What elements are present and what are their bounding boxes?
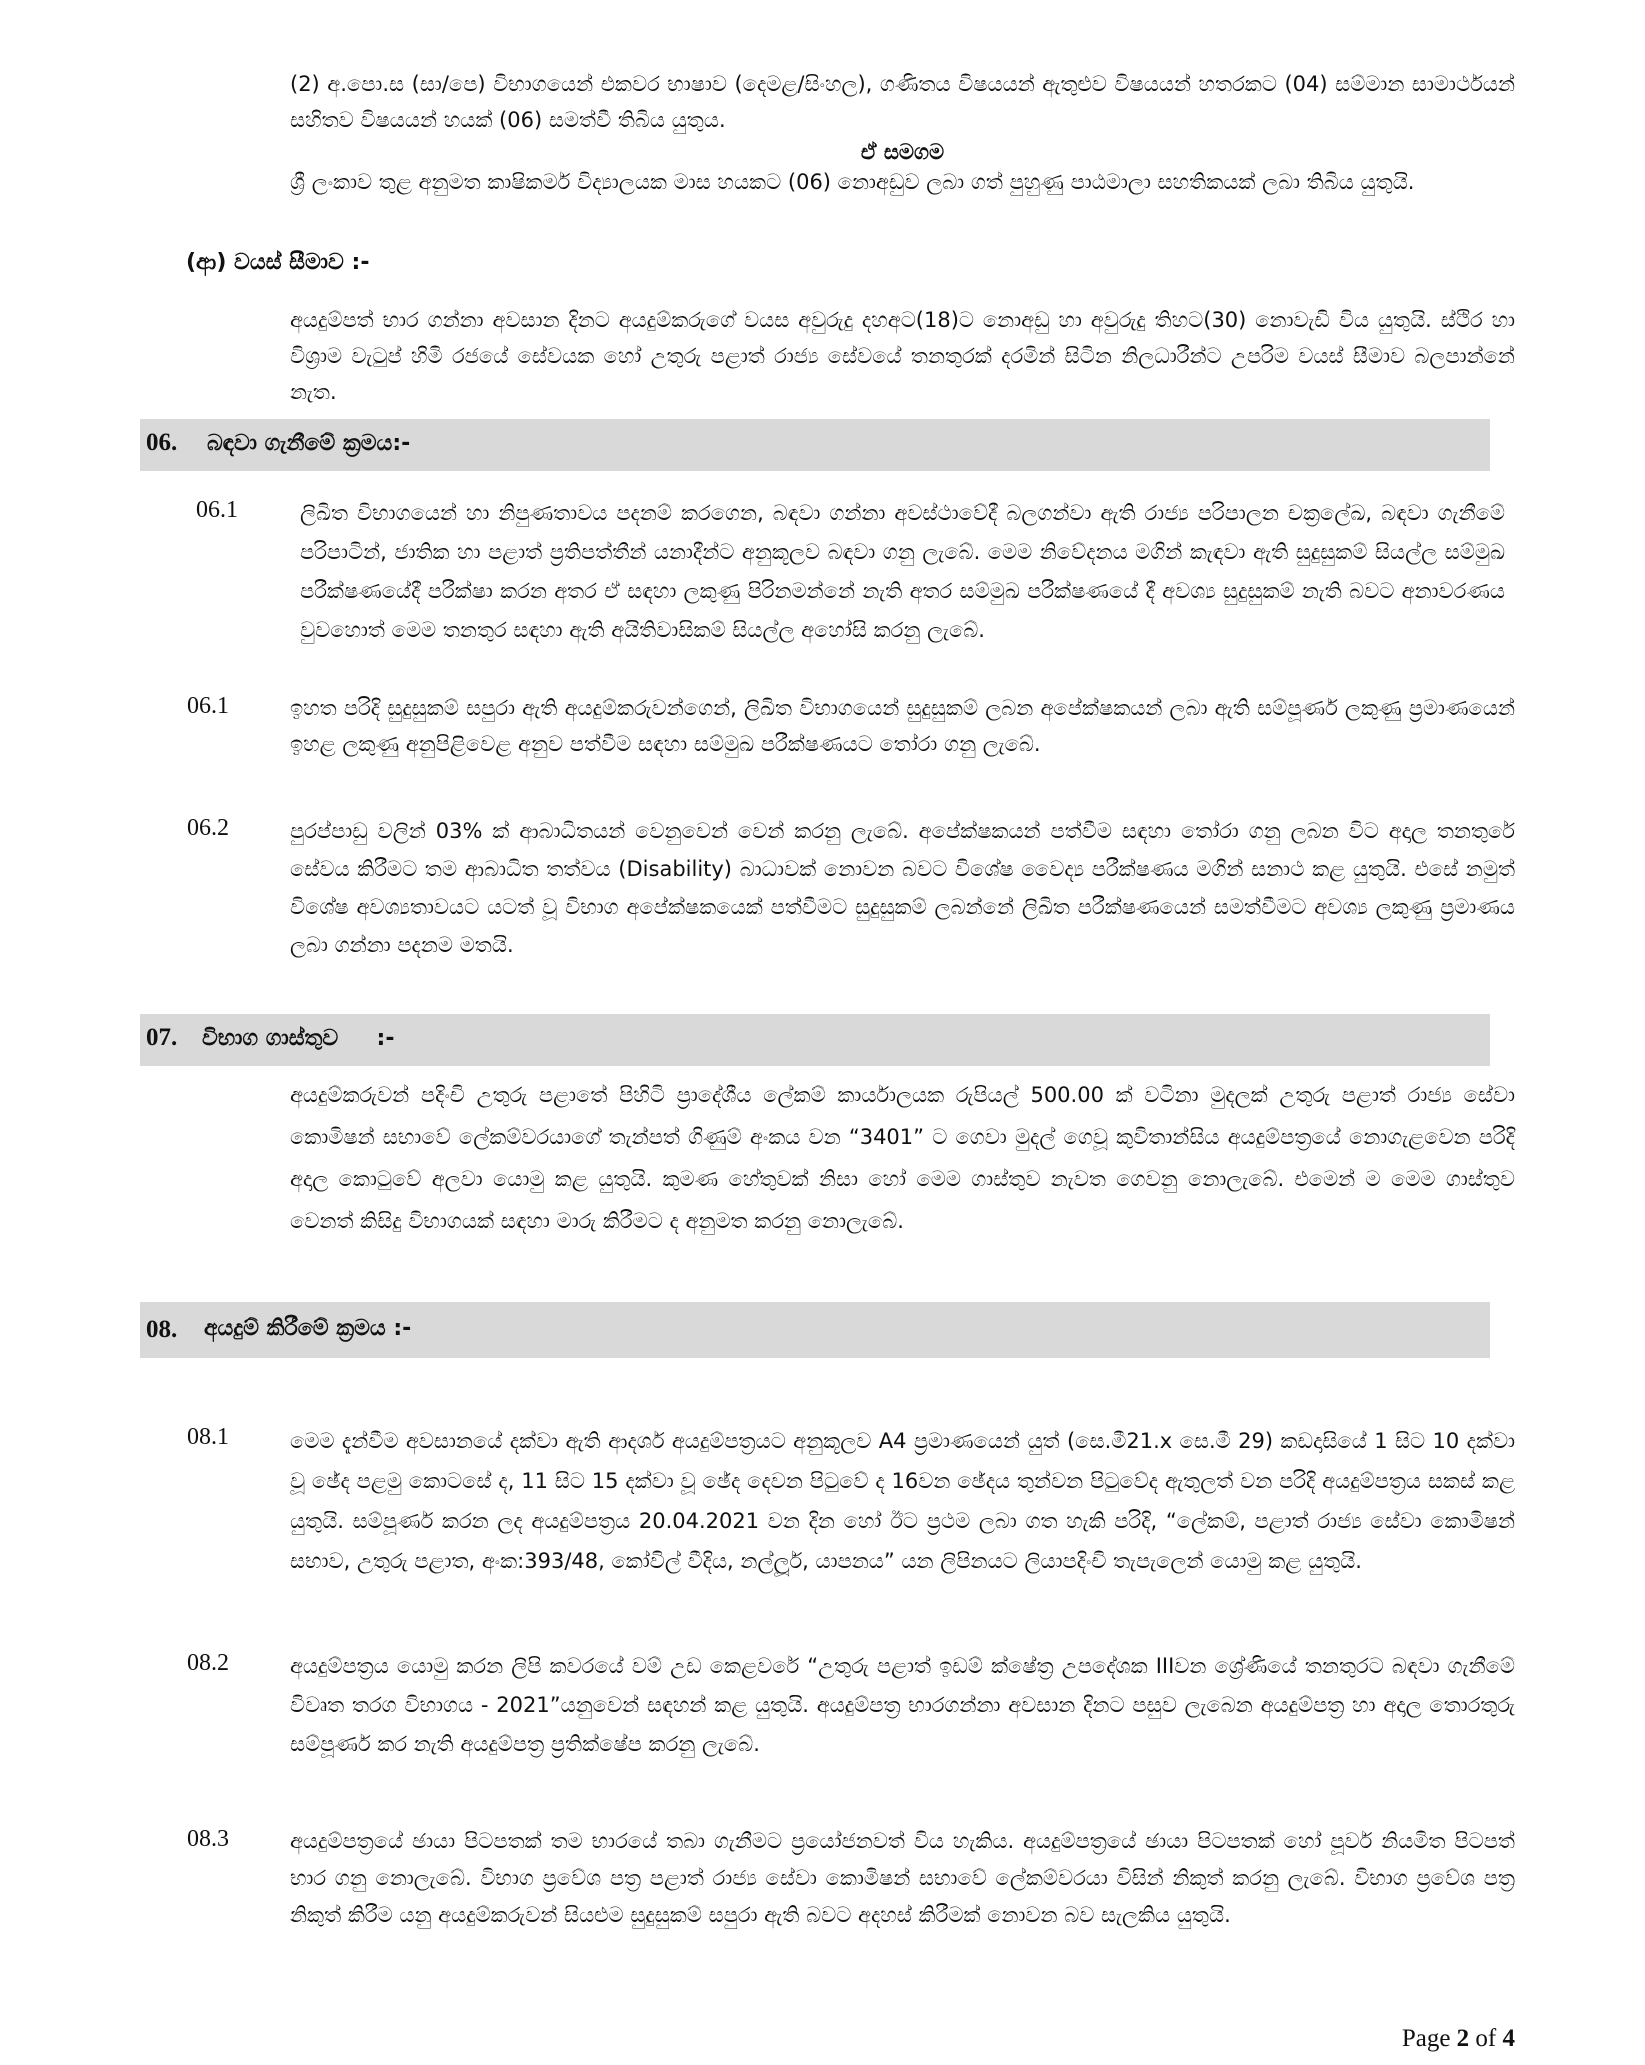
item-08-3-text: අයදුම්පත්‍රයේ ඡායා පිටපතක් තම භාරයේ තබා ගැනීමට ප්‍රයෝජනවත් විය හැකිය. අයදුම්පත්‍රයේ ඡායා පිටපතක් හෝ පූර්ව නියමිත පිටපත් භාර ගනු නොලැබේ. විභාග ප්‍රවේශ පත්‍ර පළාත් රාජ්‍ය සේවා කොමිෂන් සභාවේ ලේකම්වරයා විසින් නිකුත් කරනු ලැබේ. විභාග ප්‍රවේශ පත්‍ර නිකුත් කිරීම යනු අයදුම්කරුවන් සියළුම සුදුසුකම් සපුරා ඇති බවට අදහස් කිරීමක් නොවන බව සැලකිය යුතුයි.	[290, 1829, 1515, 1927]
section-06-number: 06.	[146, 429, 178, 456]
item-06-2-text: පුරප්පාඩු වලින් 03% ක් ආබාධිතයන් වෙනුවෙන් වෙන් කරනු ලැබේ. අපේක්ෂකයන් පත්වීම සඳහා තෝරා ගනු ලබන විට අදාල තනතුරේ සේවය කිරීමට තම ආබාධිත තත්වය (Disability) බාධාවක් නොවන බවට විශේෂ වෛද්‍ය පරීක්ෂණය මගින් සනාථ කළ යුතුයි. එසේ නමුත් විශේෂ අවශ්‍යතාවයට යටත් වූ විභාග අපේක්ෂකයෙක් පත්වීමට සුදුසුකම් ලබන්නේ ලිඛිත පරීක්ෂණයෙන් සමත්වීමට අවශ්‍ය ලකුණු ප්‍රමාණය ලබා ගන්නා පදනම මතයි.	[290, 819, 1515, 957]
page-number	[1402, 2025, 1515, 2053]
section-08-title: අයදුම් කිරීමේ ක්‍රමය :-	[204, 1316, 412, 1341]
age-limit-body: අයදුම්පත් භාර ගන්නා අවසාන දිනට අයදුම්කරුගේ වයස අවුරුදු දහඅට(18)ට නොඅඩු හා අවුරුදු තිහට(30) නොවැඩි විය යුතුයි. ස්ථිර හා විශ්‍රාම වැටුප් හිමි රජයේ සේවයක හෝ උතුරු පළාත් රාජ්‍ය සේවයේ තනතුරක් දරමින් සිටින නිලධාරීන්ට උපරිම වයස් සීමාව බලපාන්නේ නැත.	[290, 308, 1515, 404]
item-06-1a-number: 06.1	[196, 497, 238, 523]
section-06-header	[140, 419, 1490, 471]
page-current: 2	[1456, 2025, 1470, 2052]
and-label: ඒ සමගම	[860, 140, 945, 164]
section-07-title: විභාග ගාස්තුව :-	[202, 1026, 395, 1051]
item-08-3-number: 08.3	[187, 1826, 229, 1852]
item-08-2-text: අයදුම්පත්‍රය යොමු කරන ලිපි කවරයේ වම් උඩ කෙළවරේ “උතුරු පළාත් ඉඩම් ක්ෂේත්‍ර උපදේශක IIIවන ශ්‍රේණියේ තනතුරට බඳවා ගැනීමේ විවෘත තරග විභාගය - 2021”යනුවෙන් සඳහන් කළ යුතුයි. අයදුම්පත්‍ර භාරගන්නා අවසාන දිනට පසුව ලැබෙන අයදුම්පත්‍ර හා අදාල තොරතුරු සම්පූර්ණ කර නැති අයදුම්පත්‍ර ප්‍රතික්ෂේප කරනු ලැබේ.	[290, 1654, 1515, 1756]
item-06-1b-text: ඉහත පරිදි සුදුසුකම් සපුරා ඇති අයදුම්කරුවන්ගෙන්, ලිඛිත විභාගයෙන් සුදුසුකම් ලබන අපේක්ෂකයන් ලබා ඇති සම්පූර්ණ ලකුණු ප්‍රමාණයෙන් ඉහළ ලකුණු අනුපිළිවෙළ අනුව පත්වීම සඳහා සම්මුඛ පරීක්ෂණයට තෝරා ගනු ලැබේ.	[290, 696, 1515, 756]
page-middle: of	[1469, 2025, 1503, 2052]
training-certificate-paragraph: ශ්‍රී ලංකාව තුළ අනුමත කාෂිකර්ම විද්‍යාලයක මාස හයකට (06) නොඅඩුව ලබා ගත් පුහුණු පාඨමාලා සහතිකයක් ලබා තිබිය යුතුයි.	[290, 170, 1415, 194]
item-08-1-text: මෙම දැන්වීම අවසානයේ දක්වා ඇති ආදර්ශ අයදුම්පත්‍රයට අනුකූලව A4 ප්‍රමාණයෙන් යුත් (සෙ.මී21.x සෙ.මී 29) කඩදාසියේ 1 සිට 10 දක්වා වූ ඡේද පළමු කොටසේ ද, 11 සිට 15 දක්වා වූ ඡේද දෙවන පිටුවේ ද 16වන ඡේදය තුන්වන පිටුවේද ඇතුලත් වන පරිදි අයදුම්පත්‍රය සකස් කළ යුතුයි. සම්පූර්ණ කරන ලද අයදුම්පත්‍රය 20.04.2021 වන දින හෝ ඊට ප්‍රථම ලබා ගත හැකි පරිදි, “ලේකම්, පළාත් රාජ්‍ය සේවා කොමිෂන් සභාව, උතුරු පළාත, අංක:393/48, කෝවිල් වීදිය, නල්ලූර්, යාපනය” යන ලිපිනයට ලියාපදිංචි තැපැලෙන් යොමු කළ යුතුයි.	[290, 1429, 1515, 1573]
page-prefix: Page	[1401, 2025, 1457, 2052]
section-07-number: 07.	[146, 1024, 178, 1051]
item-08-2-number: 08.2	[187, 1650, 229, 1676]
page-total: 4	[1502, 2025, 1515, 2052]
section-06-title: බඳවා ගැනීමේ ක්‍රමය:-	[207, 431, 411, 456]
qualification-paragraph-2: (2) අ.පො.ස (සා/පෙ) විභාගයෙන් එකවර භාෂාව (දෙමළ/සිංහල), ගණිතය විෂයයන් ඇතුළුව විෂයයන් හතරකට (04) සම්මාන සාමාර්ථයන් සහිතව විෂයයන් හයක් (06) සමත්වී තිබිය යුතුය.	[290, 72, 1515, 132]
item-08-1-number: 08.1	[187, 1424, 229, 1450]
item-06-1a-text: ලිඛිත විභාගයෙන් හා නිපුණතාවය පදනම් කරගෙන, බඳවා ගන්නා අවස්ථාවේදී බලගන්වා ඇති රාජ්‍ය පරිපාලන චක්‍රලේඛ, බඳවා ගැනීමේ පරිපාටින්, ජාතික හා පළාත් ප්‍රතිපත්තීන් යනාදීන්ට අනුකූලව බඳවා ගනු ලැබේ. මෙම නිවේදනය මගින් කැඳවා ඇති සුදුසුකම් සියල්ල සම්මුඛ පරීක්ෂණයේදී පරීක්ෂා කරන අතර ඒ සඳහා ලකුණු පිරිනමන්නේ නැති අතර සම්මුඛ පරීක්ෂණයේ දී අවශ්‍ය සුදුසුකම් නැති බවට අනාවරණය වුවහොත් මෙම තනතුර සඳහා ඇති අයිතිවාසිකම් සියල්ල අහෝසි කරනු ලැබේ.	[300, 501, 1505, 642]
exam-fee-body: අයදුම්කරුවන් පදිංචි උතුරු පළාතේ පිහිටි ප්‍රාදේශීය ලේකම් කාර්යාලයක රුපියල් 500.00 ක් වටිනා මුදලක් උතුරු පළාත් රාජ්‍ය සේවා කොමිෂන් සභාවේ ලේකම්වරයාගේ තැන්පත් ගිණුම් අංකය වන “3401” ට ගෙවා මුදල් ගෙවූ කුවිතාන්සිය අයදුම්පත්‍රයේ නොගැළවෙන පරිදි අදාල කොටුවේ අලවා යොමු කළ යුතුයි. කුමණ හේතුවක් නිසා හෝ මෙම ගාස්තුව නැවත ගෙවනු නොලැබේ. එමෙන් ම මෙම ගාස්තුව වෙනත් කිසිදු විභාගයක් සඳහා මාරු කිරීමට ද අනුමත කරනු නොලැබේ.	[290, 1083, 1515, 1233]
item-06-2-number: 06.2	[187, 815, 229, 841]
section-08-number: 08.	[146, 1316, 178, 1343]
section-08-header	[140, 1302, 1490, 1358]
section-07-header	[140, 1014, 1490, 1066]
age-limit-heading: (ආ) වයස් සීමාව :-	[186, 250, 370, 275]
item-06-1b-number: 06.1	[187, 693, 229, 719]
